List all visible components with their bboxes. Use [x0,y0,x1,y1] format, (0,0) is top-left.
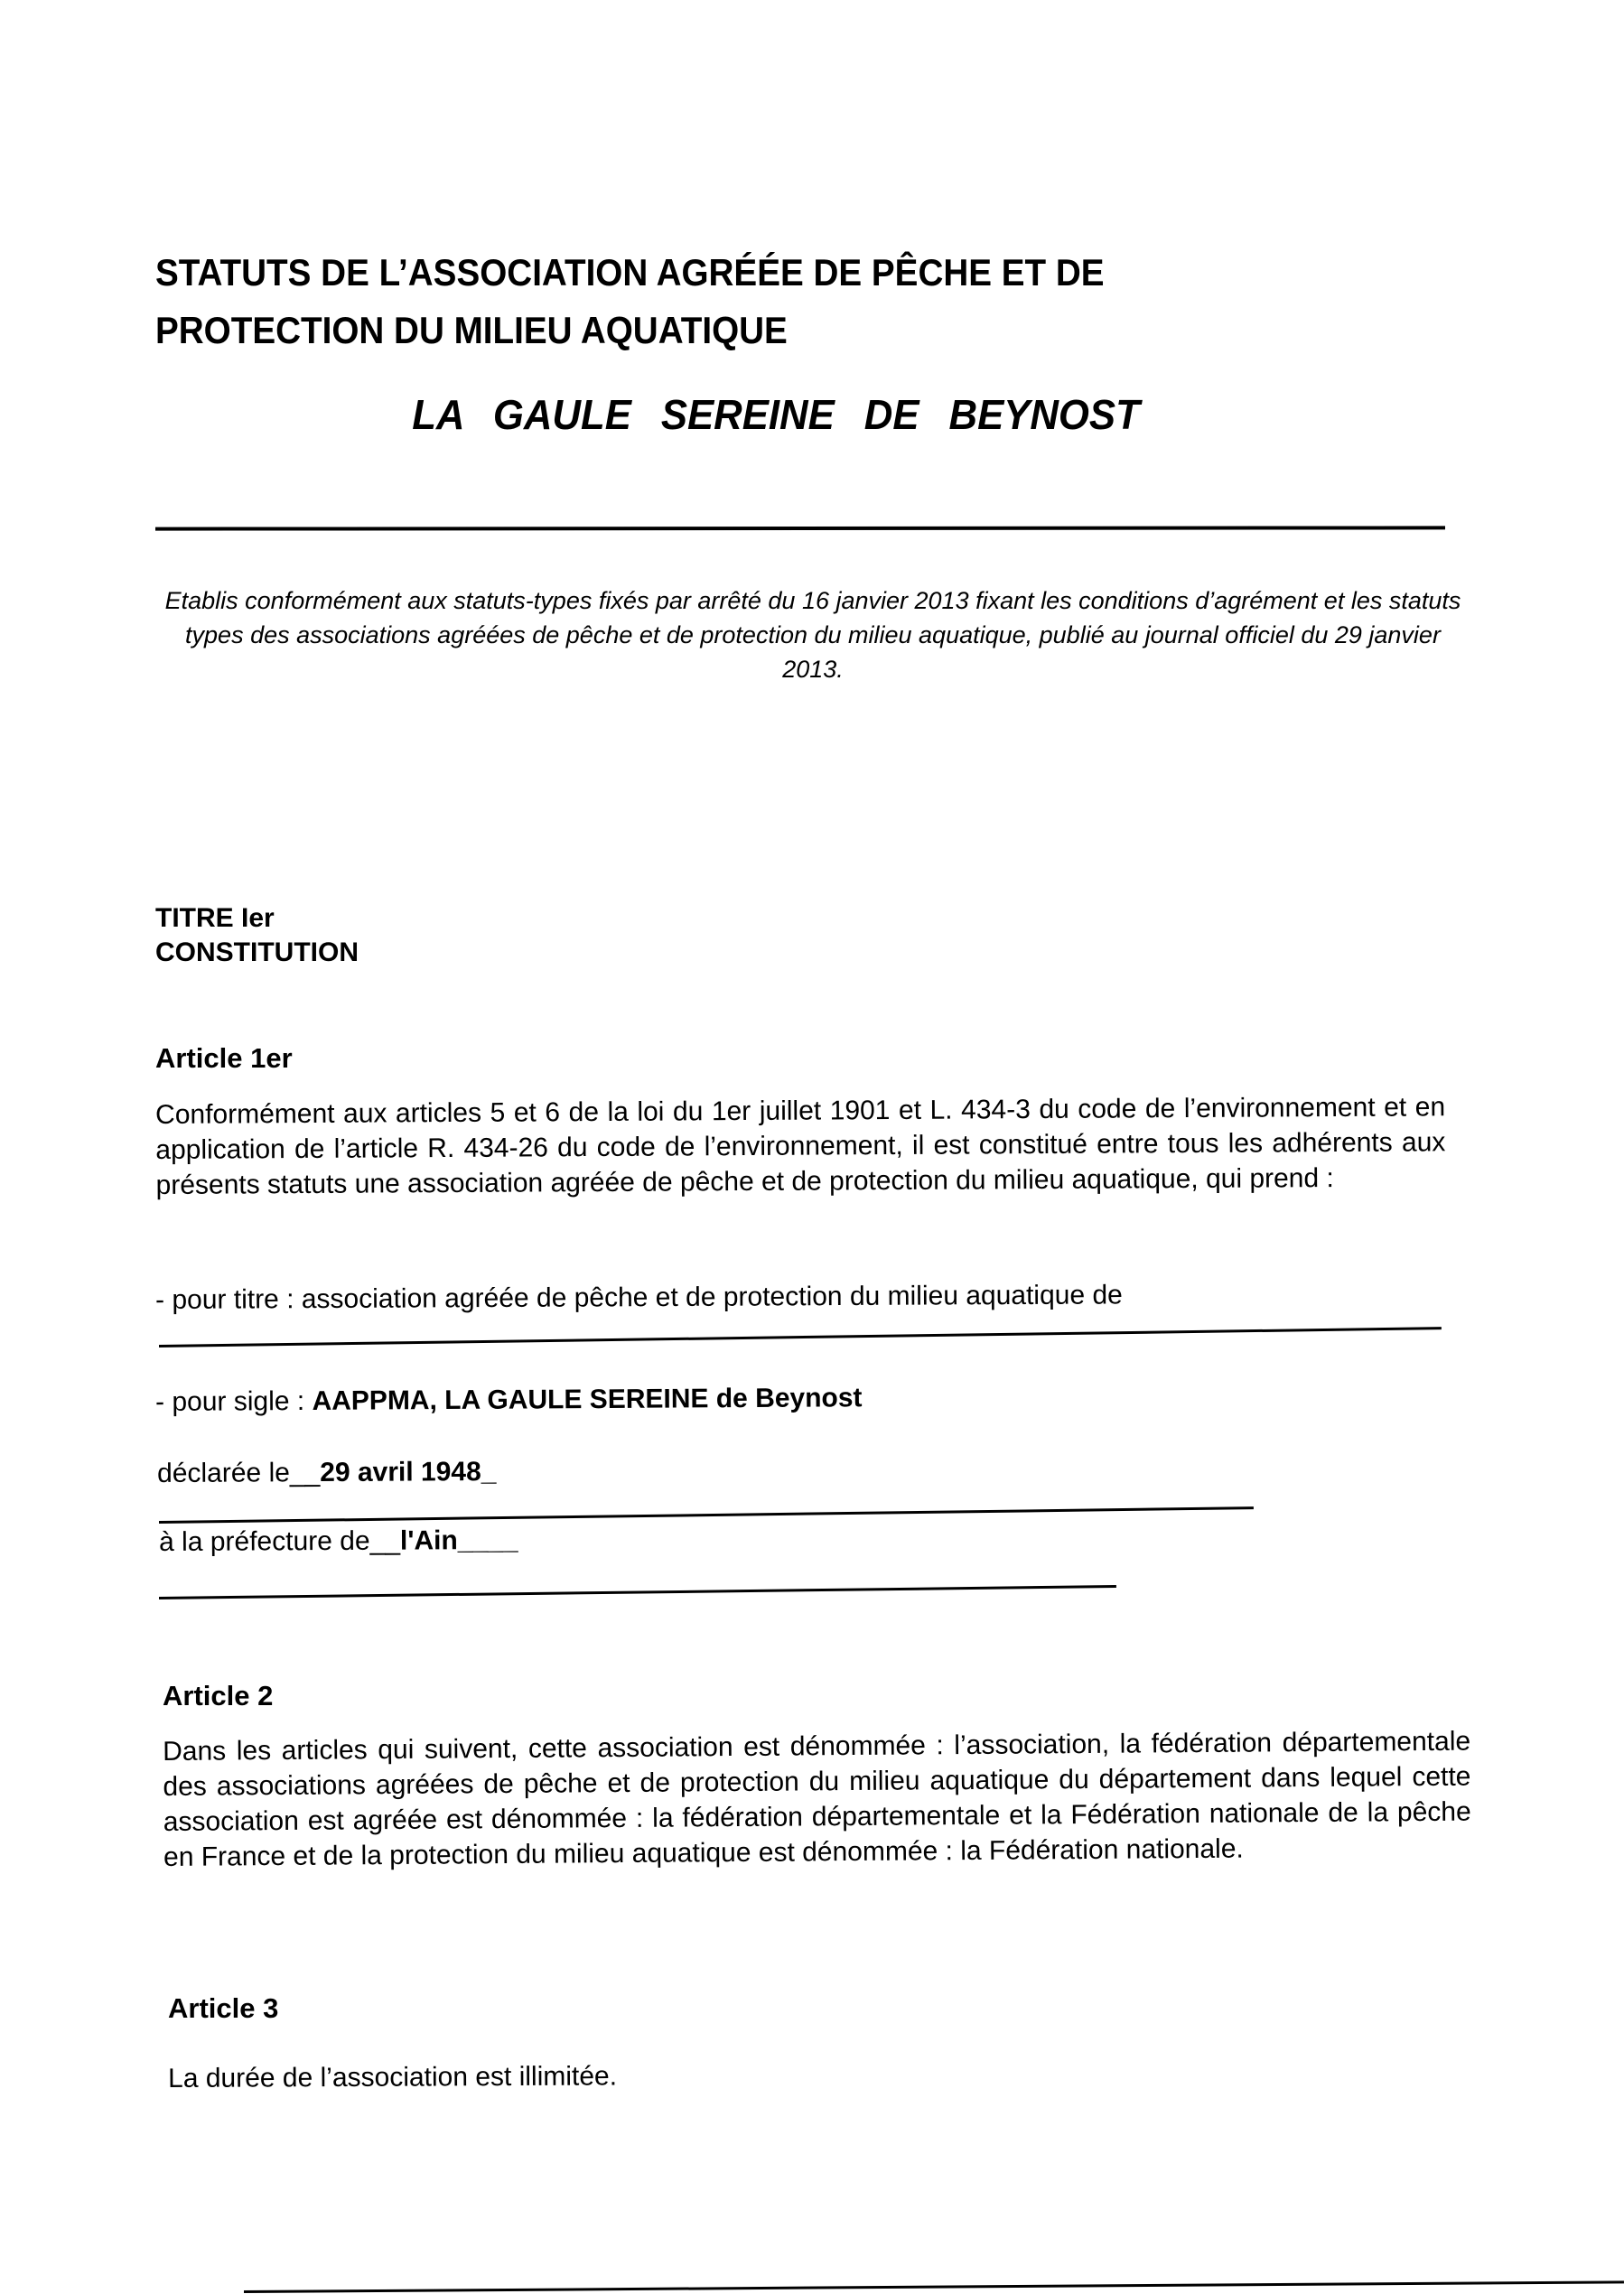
declaree-label: déclarée le__ [157,1458,321,1488]
article-1-heading: Article 1er [155,1042,293,1074]
declaree-fill-line [159,1506,1254,1524]
pour-titre-line: - pour titre : association agréée de pêche et de protection du milieu aquatique de [155,1280,1123,1315]
article-3-body: La durée de l’association est illimitée. [168,2061,618,2094]
prefecture-line [159,1523,518,1561]
titre-label: TITRE Ier [155,903,275,933]
prefecture-fill-line [159,1585,1116,1599]
article-3-heading: Article 3 [168,1992,279,2024]
document-title-line-2: PROTECTION DU MILIEU AQUATIQUE [155,309,788,351]
association-name: LA GAULE SEREINE DE BEYNOST [412,391,1140,438]
article-2-body: Dans les articles qui suivent, cette association est dénommée : l’association, la fédération départementale des associations agréées de pêche et de protection du milieu aquatique du département dans lequel cette association est agréée est dénommée : la fédération départementale et la Fédération nationale de la pêche en France et de la protection du milieu aquatique est dénommée : la Fédération nationale. [163,1726,1471,1872]
prefecture-value: l'Ain____ [399,1525,518,1556]
titre-name: CONSTITUTION [155,937,359,967]
article-2-heading: Article 2 [163,1680,274,1711]
prefecture-label: à la préfecture de__ [159,1525,401,1557]
declaree-line [157,1454,497,1492]
pour-sigle-label: - pour sigle : [155,1385,313,1417]
pour-sigle-line [155,1380,863,1421]
pour-sigle-value: AAPPMA, LA GAULE SEREINE de Beynost [312,1383,863,1416]
bottom-scan-line [244,2280,1624,2293]
preamble-text: Etablis conformément aux statuts-types fixés par arrêté du 16 janvier 2013 fixant les conditions d’agrément et les statuts types des associations agréées de pêche et de protection du milieu aquatique, publié au journal officiel du 29 janvier 2013. [164,587,1461,683]
article-1-body: Conformément aux articles 5 et 6 de la loi du 1er juillet 1901 et L. 434-3 du code de l’environnement et en application de l’article R. 434-26 du code de l’environnement, il est constitué entre tous les adhérents aux présents statuts une association agréée de pêche et de protection du milieu aquatique, qui prend : [155,1092,1446,1200]
document-title-line-1: STATUTS DE L’ASSOCIATION AGRÉÉE DE PÊCHE ET DE [155,251,1105,294]
pour-titre-fill-line [159,1327,1442,1347]
title-divider [155,526,1445,530]
document-title [155,244,1105,359]
declaree-date: 29 avril 1948_ [320,1457,497,1488]
